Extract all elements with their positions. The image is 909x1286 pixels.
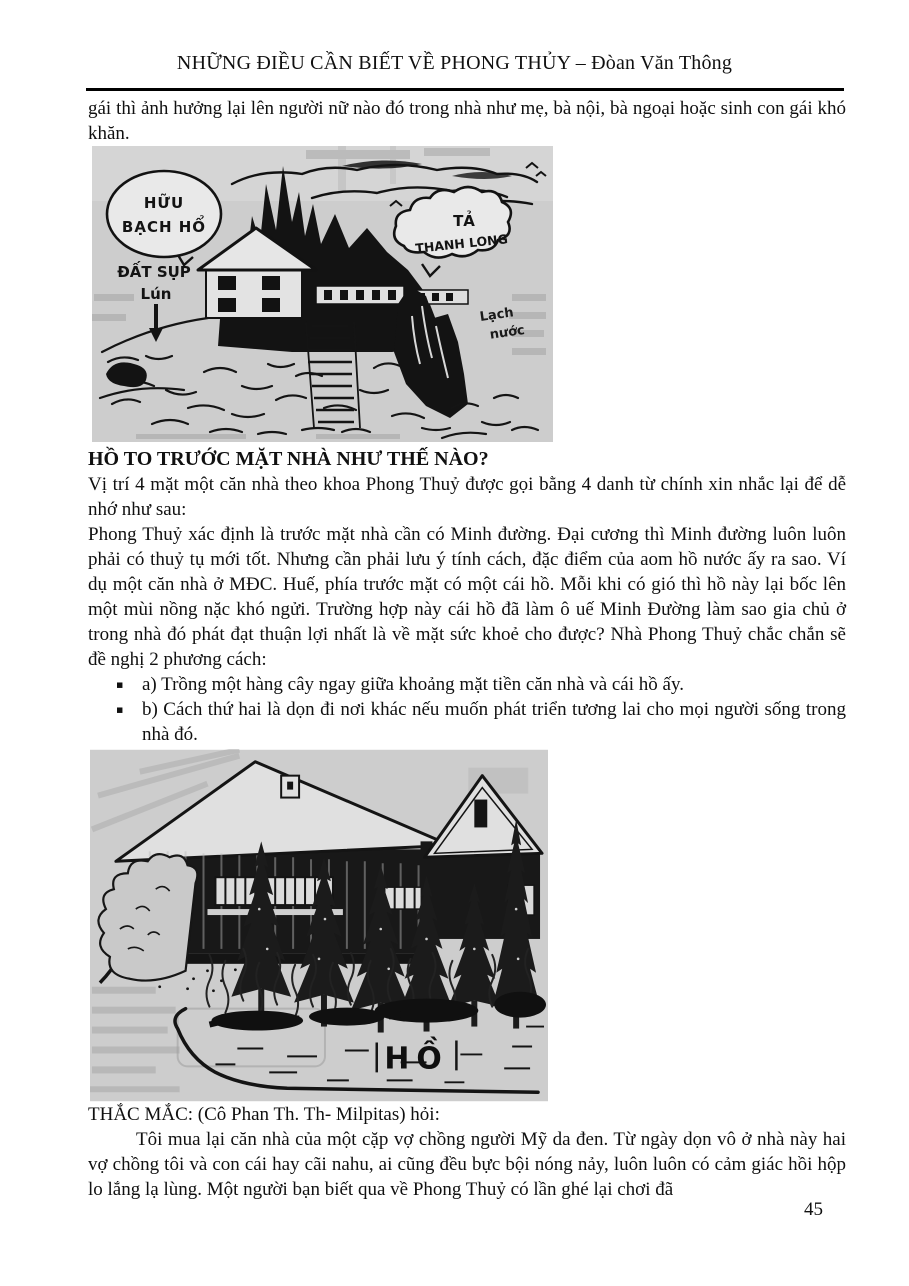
bubble-left-text-2: BẠCH HỔ — [121, 218, 207, 236]
hillside-house-illustration — [92, 146, 553, 442]
bullet-text-a: a) Trồng một hàng cây ngay giữa khoảng mặt tiền căn nhà và cái hồ ấy. — [142, 674, 684, 695]
paragraph-vitri: Vị trí 4 mặt một căn nhà theo khoa Phong Thuỷ được gọi bằng 4 danh từ chính xin nhắc lại để dễ nhớ như sau: — [88, 474, 846, 520]
paragraph-thacmac: THẮC MẮC: (Cô Phan Th. Th- Milpitas) hỏi: — [88, 1104, 440, 1125]
svg-text:Lún: Lún — [140, 285, 172, 303]
svg-text:ĐẤT SỤP: ĐẤT SỤP — [117, 263, 191, 281]
paragraph-intro: gái thì ảnh hưởng lại lên người nữ nào đó trong nhà như mẹ, bà nội, bà ngoại hoặc sinh con gái khó khăn. — [88, 98, 846, 144]
running-header: NHỮNG ĐIỀU CẦN BIẾT VỀ PHONG THỦY – Đòan Văn Thông — [176, 52, 733, 74]
section-heading: HỒ TO TRƯỚC MẶT NHÀ NHƯ THẾ NÀO? — [88, 448, 489, 470]
paragraph-toimua: Tôi mua lại căn nhà của một cặp vợ chồng người Mỹ da đen. Từ ngày dọn vô ở nhà này hai vợ chồng tôi và con cái hay cãi nahu, ai cũng đều bực bội nóng nảy, luôn luôn có cảm giác hồi hộp lo lắng lạ lùng. Một người bạn biết qua về Phong Thuỷ có lần ghé lại chơi đã — [88, 1129, 846, 1200]
bubble-right-text-1: TẢ — [453, 212, 475, 230]
page-content — [88, 96, 846, 1202]
page-number: 45 — [804, 1199, 823, 1220]
header-rule — [86, 88, 844, 91]
svg-text:nước: nước — [488, 322, 526, 343]
figure-house-lake — [90, 749, 548, 1102]
figure-hillside-house — [92, 146, 553, 442]
bubble-left-text-1: HỮU — [143, 194, 185, 212]
house-lake-illustration — [90, 749, 548, 1102]
bullet-text-b: b) Cách thứ hai là dọn đi nơi khác nếu muốn phát triển tương lai cho mọi người sống trong nhà đó. — [142, 699, 846, 745]
bubble-right-text-2: THANH LONG — [414, 231, 509, 256]
bullet-item-a — [116, 672, 846, 697]
bullet-item-b — [116, 697, 846, 747]
svg-text:Lạch: Lạch — [478, 305, 515, 325]
paragraph-phongthuy: Phong Thuỷ xác định là trước mặt nhà cần có Minh đường. Đại cương thì Minh đường luôn luôn phải có thuỷ tụ mới tốt. Nhưng cần phải lưu ý tính cách, đặc điểm của aom hồ nước ấy ra sao. Ví dụ một căn nhà ở MĐC. Huế, phía trước mặt có một cái hồ. Mỗi khi có gió thì hồ này lại bốc lên một mùi nồng nặc khó ngửi. Trường hợp này cái hồ đã làm ô uế Minh Đường làm sao gia chủ ở trong nhà đó phát đạt thuận lợi nhất là về mặt sức khoẻ cho được? Nhà Phong Thuỷ chắc chắn sẽ đề nghị 2 phương cách: — [88, 524, 846, 670]
bullet-list — [88, 672, 846, 747]
pond-label: HỒ — [384, 1041, 449, 1077]
bullet-square-icon: ▪ — [116, 703, 124, 716]
bullet-square-icon: ▪ — [116, 678, 124, 691]
